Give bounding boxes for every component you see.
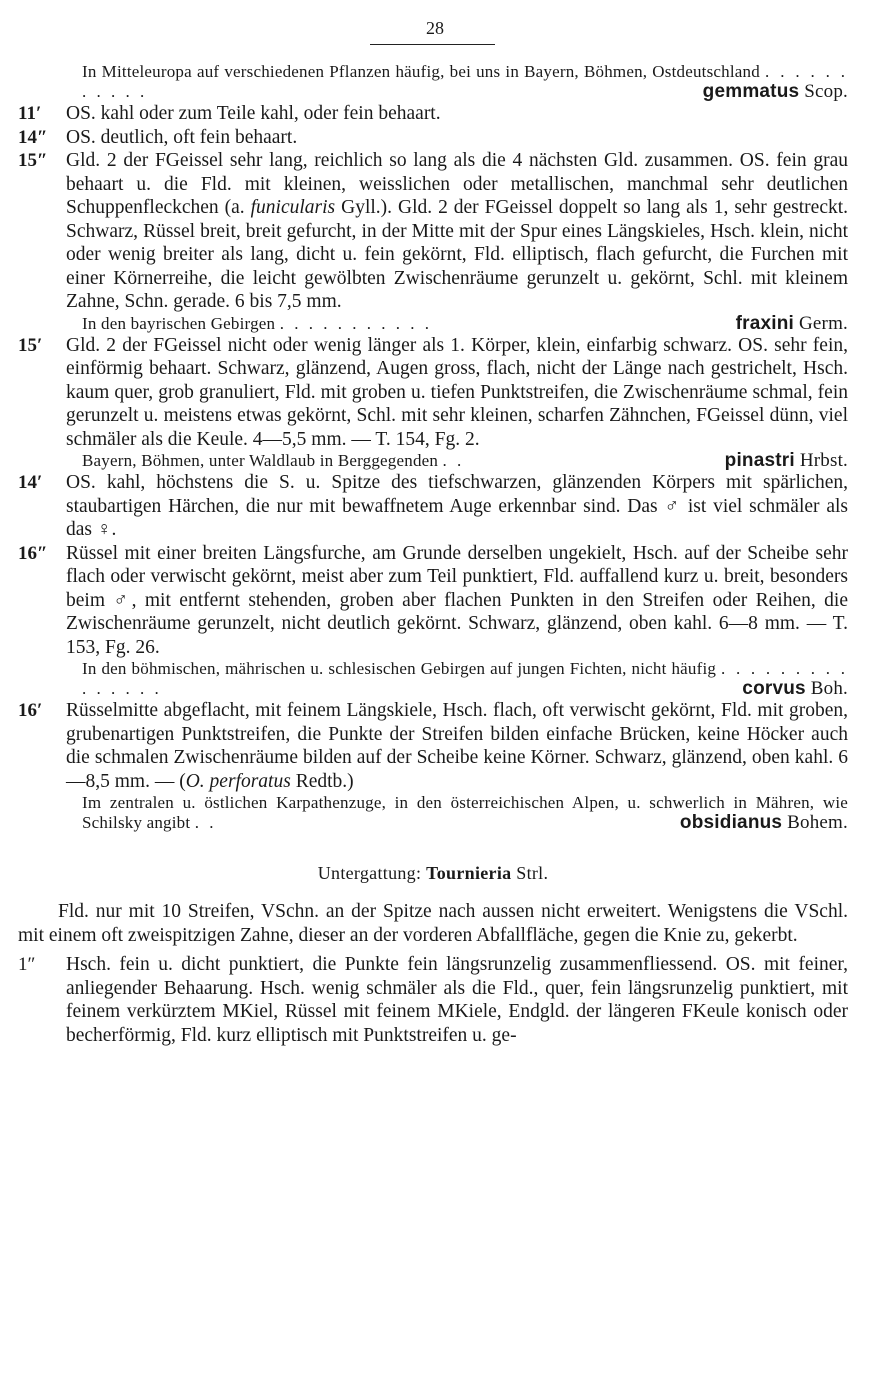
entry-number: 16′ [18,700,43,721]
key-entry-14a [18,126,848,150]
entry-number: 11′ [18,103,42,124]
entry-text: Gld. 2 der FGeissel nicht oder wenig länger als 1. Körper, klein, einfarbig schwarz. OS. sehr fein, einförmig behaart. Schwarz, glänzend, Augen gross, flach, nicht der Länge nach gestrichelt, Hsch. kaum quer, grob granuliert, Fld. mit groben u. tiefen Punktstreifen, die Zwischenräume schmal, fein gerunzelt u. meistens etwas gekörnt, Schl. mit sehr kleinen, scharfen Zähnchen, FGeissel dünn, viel schmäler als die Keule. 4—5,5 mm. — T. 154, Fg. 2. [66,334,848,450]
entry-text-cont: Gyll.). Gld. 2 der FGeissel doppelt so lang als 1, sehr gestreckt. Schwarz, Rüssel breit, breit gefurcht, in der Mitte mit der Spur eines Längskieles, Hsch. klein, nicht oder wenig breiter als lang, dicht u. fein gekörnt, Fld. elliptisch, flach gefurcht, die Furchen mit einer Körnerreihe, die leicht gewölbten Zwischenräume gerunzelt u. gekörnt, Schl. mit kleinem Zahne, Schn. gerade. 6 bis 7,5 mm. [66,197,849,312]
subgenus-heading [18,863,848,884]
species-name: gemmatus [702,81,800,102]
species-italic: funicularis [250,197,336,218]
key-entry-11 [18,102,848,126]
leader-dots: . . . . . . . . . . . . . . . [82,659,848,698]
species-italic: O. perforatus [185,770,291,792]
leader-dots: . . [442,451,465,470]
entry-text: Rüssel mit einer breiten Längsfurche, am Grunde derselben ungekielt, Hsch. auf der Scheibe sehr flach oder verwischt gekörnt, meist aber zum Teil punktiert, Fld. auffallend kurz u. breit, besonders beim ♂, mit entfernt stehenden, groben aber flachen Punkten in den Streifen oder Reihen, die Zwischenräume gerunzelt, nicht deutlich gekörnt. Schwarz, glänzend, oben kahl. 6—8 mm. — T. 153, Fg. 26. [66,542,848,658]
entry-number: 14″ [18,126,48,148]
species-name: corvus [742,678,806,699]
leader-dots: . . [194,813,217,832]
locality-text: In Mitteleuropa auf verschiedenen Pflanzen häufig, bei uns in Bayern, Böhmen, Ostdeutschland [82,62,760,81]
locality-pinastri [82,451,848,471]
entry-text: Gld. 2 der FGeissel sehr lang, reichlich so lang als die 4 nächsten Gld. zusammen. OS. fein grau behaart u. die Fld. mit kleinen, weisslichen oder metallischen, manchmal sehr deutlichen Schuppenfleckchen (a. [66,150,848,218]
locality-text: In den bayrischen Gebirgen [82,313,276,333]
entry-number: 14′ [18,472,43,493]
entry-text-cont: Redtb.) [295,770,354,792]
subgenus-name: Tournieria [426,863,512,883]
locality-corvus [82,659,848,699]
locality-fraxini [82,314,848,334]
key-entry-15b [18,334,848,452]
key-entry-15a [18,149,848,314]
species-name: obsidianus [679,812,783,833]
species-name: fraxini [735,312,795,334]
entry-number: 1″ [18,954,36,975]
page-number: 28 [426,18,444,38]
entry-number: 16″ [18,542,48,564]
key-entry-16a [18,542,848,660]
header-rule [370,44,495,45]
locality-obsidianus [82,793,848,833]
key-entry-1 [18,953,848,1047]
species-author: Germ. [798,312,848,334]
locality-text: Im zentralen u. östlichen Karpathenzuge, in den österreichischen Alpen, u. schwerlich in Mähren, wie Schilsky angibt [82,793,848,832]
subgenus-description: Fld. nur mit 10 Streifen, VSchn. an der Spitze nach aussen nicht erweitert. Wenigstens die VSchl. mit einem oft zweispitzigen Zahne, dieser an der vorderen Abfallfläche, gegen die Knie zu, gekerbt. [18,901,848,946]
species-author: Scop. [804,81,848,102]
entry-text: OS. kahl, höchstens die S. u. Spitze des tiefschwarzen, glänzenden Körpers mit spärlichen, staubartigen Härchen, die nur mit bewaffnetem Auge erkennbar sind. Das ♂ ist viel schmäler als das ♀. [66,472,848,540]
entry-text: OS. kahl oder zum Teile kahl, oder fein behaart. [66,103,441,124]
entry-number: 15″ [18,150,48,171]
entry-text: Hsch. fein u. dicht punktiert, die Punkte fein längsrunzelig zusammenfliessend. OS. mit feiner, anliegender Behaarung. Hsch. wenig schmäler als die Fld., quer, fein längsrunzelig punktiert, mit feinem verkürztem MKiel, Rüssel mit feinem MKiele, Endgld. der längeren FKeule konisch oder becherförmig, Fld. kurz elliptisch mit Punktstreifen u. ge- [66,954,848,1046]
key-entry-16b [18,699,848,793]
subgenus-prefix: Untergattung: [317,863,422,883]
locality-text: In den böhmischen, mährischen u. schlesischen Gebirgen auf jungen Fichten, nicht häufig [82,659,717,678]
entry-number: 15′ [18,334,43,356]
species-author: Boh. [810,678,848,699]
species-author: Hrbst. [799,450,848,471]
leader-dots: . . . . . . . . . . . [82,62,849,101]
key-entry-14b [18,471,848,542]
entry-text: OS. deutlich, oft fein behaart. [66,126,298,148]
locality-text: Bayern, Böhmen, unter Waldlaub in Berggegenden [82,451,439,470]
subgenus-author: Strl. [516,863,549,883]
species-author: Bohem. [787,812,848,833]
page-content [18,62,848,1047]
locality-gemmatus [82,62,848,102]
entry-text: Rüsselmitte abgeflacht, mit feinem Längskiele, Hsch. flach, oft verwischt gekörnt, Fld. mit groben, grubenartigen Punktstreifen, die Punkte der Streifen bilden einfache Brücken, keine Höcker auch die schmalen Zwischenräume bilden auf der Scheibe keine Körner. Schwarz, glänzend, oben kahl. 6—8,5 mm. — ( [66,700,848,792]
species-name: pinastri [724,450,795,471]
leader-dots: . . . . . . . . . . . [279,313,432,333]
